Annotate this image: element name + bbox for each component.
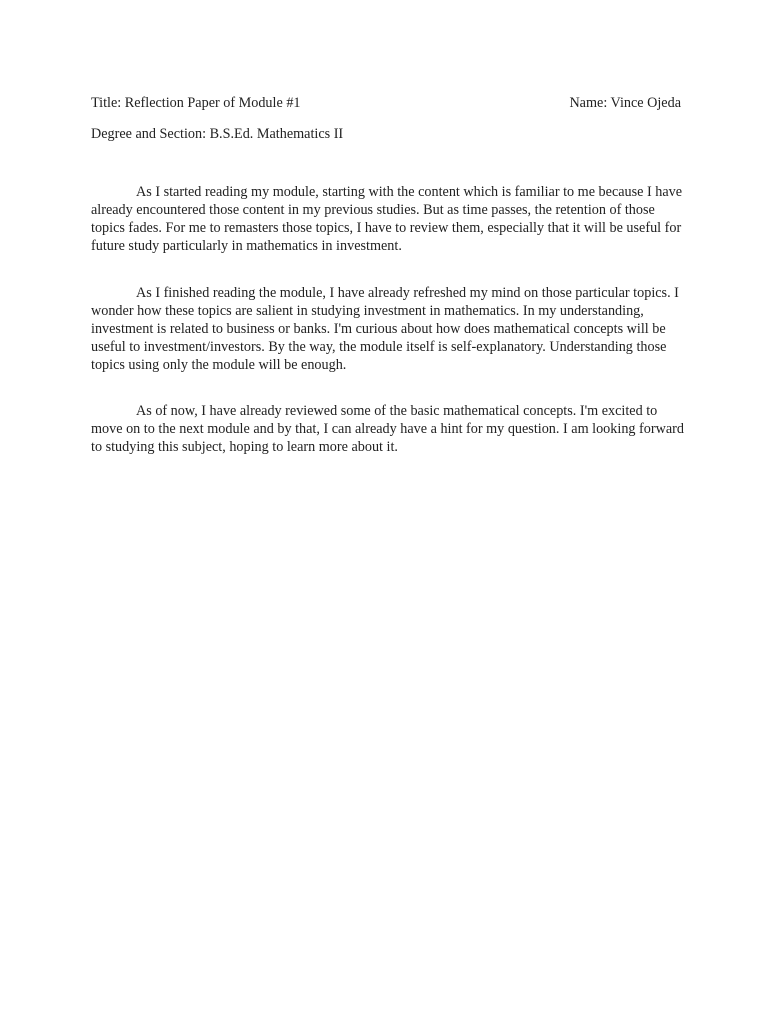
paragraph-2: As I finished reading the module, I have already refreshed my mind on those particular topics. I wonder how these topics are salient in studying investment in mathematics. In my understanding, investment is related to business or banks. I'm curious about how does mathematical concepts will be useful to investment/investors. By the way, the module itself is self-explanatory. Understanding those topics using only the module will be enough. <box>91 285 679 373</box>
degree-section-row <box>91 125 681 143</box>
author-name: Name: Vince Ojeda <box>569 95 681 111</box>
paragraph-1: As I started reading my module, starting with the content which is familiar to me because I have already encountered those content in my previous studies. But as time passes, the retention of those topics fades. For me to remasters those topics, I have to review them, especially that it will be useful for future study particularly in mathematics in investment. <box>91 184 683 254</box>
degree-section: Degree and Section: B.S.Ed. Mathematics II <box>91 126 344 142</box>
document-title: Title: Reflection Paper of Module #1 <box>91 95 301 111</box>
paragraph-3: As of now, I have already reviewed some of the basic mathematical concepts. I'm excited to move on to the next module and by that, I can already have a hint for my question. I am looking forward to studying this subject, hoping to learn more about it. <box>91 403 684 455</box>
